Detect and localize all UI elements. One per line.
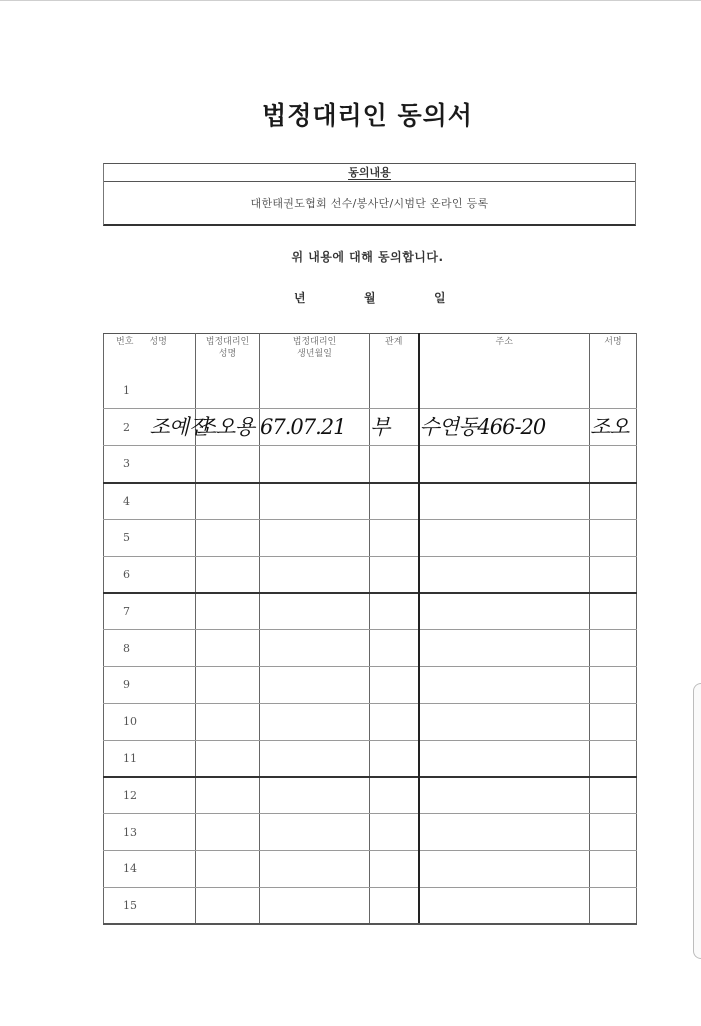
cell-relation[interactable] [370,409,419,446]
cell-name[interactable] [150,887,196,924]
cell-signature[interactable] [590,814,637,851]
consent-header [104,164,635,182]
cell-name[interactable] [150,630,196,667]
cell-no-text: 10 [123,715,137,729]
cell-signature[interactable] [590,483,637,520]
cell-guardian-birth[interactable] [260,446,370,483]
table-row [104,483,637,520]
cell-address[interactable] [419,703,590,740]
cell-relation[interactable] [370,556,419,593]
cell-signature[interactable] [590,630,637,667]
cell-name[interactable] [150,593,196,630]
cell-guardian-birth[interactable] [260,667,370,704]
cell-address[interactable] [419,630,590,667]
cell-guardian-birth[interactable] [260,483,370,520]
cell-guardian-name[interactable] [196,409,260,446]
cell-guardian-birth[interactable] [260,519,370,556]
cell-address[interactable] [419,556,590,593]
cell-no-text: 7 [123,605,130,619]
cell-guardian-name[interactable] [196,446,260,483]
header-relation: 관계 [370,334,419,373]
header-signature: 서명 [590,334,637,373]
cell-no[interactable] [104,483,150,520]
cell-guardian-birth[interactable] [260,851,370,888]
cell-signature[interactable] [590,703,637,740]
cell-guardian-birth[interactable] [260,703,370,740]
cell-no[interactable] [104,409,150,446]
cell-relation[interactable] [370,372,419,409]
cell-relation[interactable] [370,740,419,777]
table-row [104,777,637,814]
cell-no-text: 12 [123,789,137,803]
cell-relation[interactable] [370,519,419,556]
cell-guardian-birth[interactable] [260,777,370,814]
cell-address[interactable] [419,593,590,630]
cell-address[interactable] [419,372,590,409]
cell-address[interactable] [419,667,590,704]
cell-address[interactable] [419,814,590,851]
cell-signature[interactable] [590,519,637,556]
table-row [104,851,637,888]
header-guardian-name: 법정대리인 성명 [196,334,260,373]
cell-no-text: 8 [123,641,130,655]
guardian-roster-table [103,333,637,925]
cell-signature[interactable] [590,593,637,630]
scrollbar[interactable] [693,683,701,959]
cell-signature[interactable] [590,556,637,593]
cell-guardian-birth[interactable] [260,887,370,924]
cell-address[interactable] [419,851,590,888]
cell-address[interactable] [419,740,590,777]
cell-signature[interactable] [590,409,637,446]
cell-address[interactable] [419,483,590,520]
cell-signature[interactable] [590,446,637,483]
table-row [104,556,637,593]
cell-no-text: 1 [123,383,130,397]
cell-no[interactable] [104,446,150,483]
cell-guardian-name[interactable] [196,372,260,409]
cell-guardian-name[interactable] [196,851,260,888]
cell-address-text: 수연동466-20 [419,415,546,440]
table-row [104,814,637,851]
cell-guardian-name[interactable] [196,593,260,630]
cell-guardian-name[interactable] [196,740,260,777]
cell-address[interactable] [419,777,590,814]
cell-address[interactable] [419,519,590,556]
cell-no-text: 11 [123,751,137,765]
cell-no[interactable] [104,740,150,777]
cell-no[interactable] [104,814,150,851]
cell-address[interactable] [419,446,590,483]
cell-signature[interactable] [590,372,637,409]
table-row [104,667,637,704]
cell-relation[interactable] [370,703,419,740]
cell-guardian-name[interactable] [196,703,260,740]
cell-signature[interactable] [590,740,637,777]
cell-no[interactable] [104,556,150,593]
cell-guardian-birth[interactable] [260,814,370,851]
cell-guardian-name[interactable] [196,887,260,924]
table-header-row [104,334,637,373]
header-no: 번호 [104,334,150,373]
cell-relation-text: 부 [370,415,390,440]
cell-name[interactable] [150,740,196,777]
table-row [104,446,637,483]
roster-body [104,372,637,924]
cell-relation[interactable] [370,483,419,520]
cell-no-text: 13 [123,825,137,839]
table-row [104,409,637,446]
cell-name[interactable] [150,777,196,814]
cell-guardian-birth[interactable] [260,372,370,409]
cell-guardian-birth[interactable] [260,556,370,593]
cell-name[interactable] [150,667,196,704]
cell-guardian-name[interactable] [196,630,260,667]
cell-relation[interactable] [370,814,419,851]
cell-guardian-name[interactable] [196,777,260,814]
cell-guardian-name[interactable] [196,556,260,593]
header-address: 주소 [419,334,590,373]
cell-signature[interactable] [590,777,637,814]
cell-guardian-name[interactable] [196,483,260,520]
cell-name[interactable] [150,372,196,409]
cell-guardian-name[interactable] [196,519,260,556]
cell-signature-text: 조오 [590,415,629,440]
cell-no-text: 15 [123,899,137,912]
cell-no[interactable] [104,777,150,814]
cell-no[interactable] [104,630,150,667]
consent-text: 대한태권도협회 선수/봉사단/시범단 온라인 등록 [250,197,489,210]
cell-name[interactable] [149,409,208,446]
cell-relation[interactable] [370,851,419,888]
cell-no-text: 9 [123,678,130,692]
cell-relation[interactable] [370,630,419,667]
cell-no-text: 14 [123,862,137,876]
cell-name[interactable] [150,851,196,888]
table-row [104,593,637,630]
cell-name[interactable] [150,556,196,593]
cell-address[interactable] [419,887,590,924]
document-title: 법정대리인 동의서 [262,101,473,130]
table-row [104,703,637,740]
cell-guardian-birth[interactable] [260,593,370,630]
header-name: 성명 [150,334,196,373]
table-row [104,519,637,556]
cell-signature[interactable] [590,667,637,704]
cell-name[interactable] [150,446,196,483]
cell-relation[interactable] [370,593,419,630]
cell-name[interactable] [150,703,196,740]
cell-no-text: 6 [123,567,130,581]
cell-guardian-birth[interactable] [260,740,370,777]
cell-no[interactable] [104,667,150,704]
table-row [104,372,637,409]
cell-address[interactable] [419,409,590,446]
consent-header-label: 동의내용 [348,166,391,179]
date-month-label: 월 [364,291,376,305]
cell-no[interactable] [104,593,150,630]
table-row [104,740,637,777]
consent-box [103,163,636,226]
cell-name[interactable] [150,814,196,851]
cell-no[interactable] [104,851,150,888]
cell-guardian-birth[interactable] [260,630,370,667]
cell-no[interactable] [104,372,150,409]
cell-no-text: 2 [123,420,130,434]
table-row [104,887,637,924]
cell-no[interactable] [104,887,150,924]
cell-no[interactable] [104,519,150,556]
cell-relation[interactable] [370,446,419,483]
cell-no-text: 5 [123,531,130,545]
cell-no[interactable] [104,703,150,740]
cell-guardian-birth[interactable] [260,409,370,446]
cell-relation[interactable] [370,667,419,704]
top-border-line [0,0,701,1]
cell-signature[interactable] [590,851,637,888]
cell-guardian-name[interactable] [196,814,260,851]
cell-name[interactable] [150,519,196,556]
date-year-label: 년 [294,291,306,305]
cell-relation[interactable] [370,777,419,814]
date-day-label: 일 [434,291,446,305]
cell-name-text: 조예진 [149,415,208,440]
header-guardian-birth: 법정대리인 생년월일 [260,334,370,373]
cell-guardian-name-text: 조오용 [196,415,254,440]
cell-no-text: 4 [123,494,130,508]
cell-guardian-name[interactable] [196,667,260,704]
cell-signature[interactable] [590,887,637,924]
cell-name[interactable] [150,483,196,520]
cell-no-text: 3 [123,457,130,471]
agree-statement: 위 내용에 대해 동의합니다. [291,250,444,264]
table-row [104,630,637,667]
cell-guardian-birth-text: 67.07.21 [260,415,346,440]
cell-relation[interactable] [370,887,419,924]
